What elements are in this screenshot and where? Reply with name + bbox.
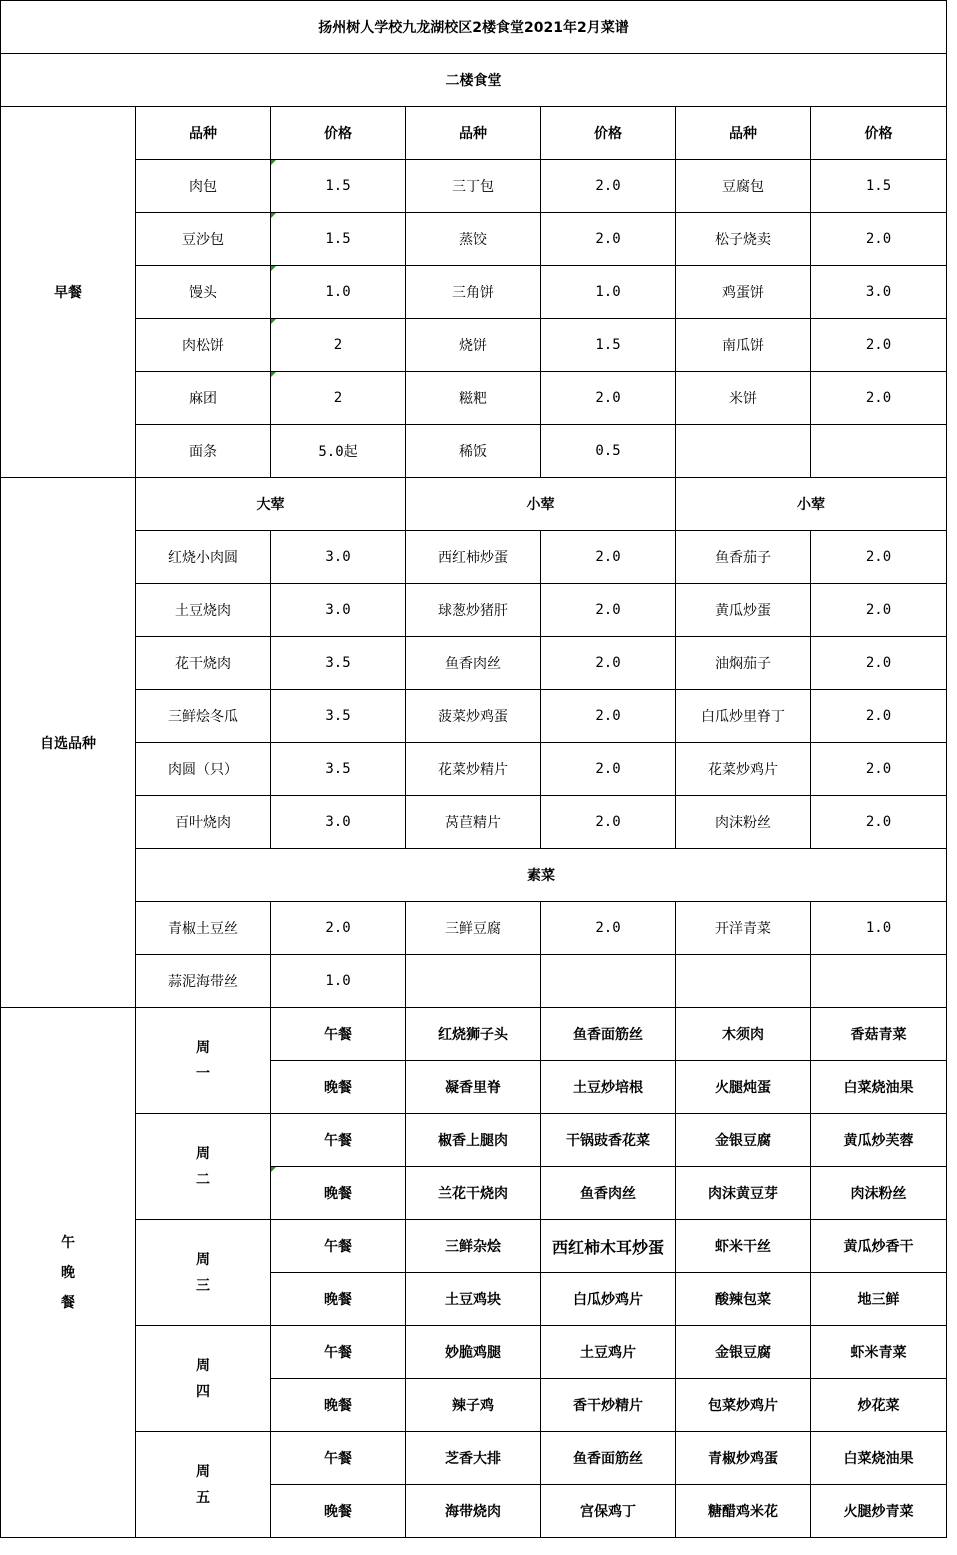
dish-name: 椒香上腿肉 <box>406 1114 541 1167</box>
dish-name: 三角饼 <box>406 266 541 319</box>
menu-title: 扬州树人学校九龙湖校区2楼食堂2021年2月菜谱 <box>1 1 947 54</box>
dish-name: 菠菜炒鸡蛋 <box>406 690 541 743</box>
dish-name: 白瓜炒鸡片 <box>541 1273 676 1326</box>
dish-name: 三鲜豆腐 <box>406 902 541 955</box>
dish-price: 2.0 <box>541 372 676 425</box>
dish-name: 宫保鸡丁 <box>541 1485 676 1538</box>
day-label-top: 周 <box>196 1357 210 1374</box>
dish-name: 木须肉 <box>676 1008 811 1061</box>
day-label-top: 周 <box>196 1463 210 1480</box>
day-label <box>136 1220 271 1326</box>
dish-name: 米饼 <box>676 372 811 425</box>
dish-price: 1.0 <box>271 955 406 1008</box>
table-row <box>1 743 947 796</box>
dish-name: 肉沫黄豆芽 <box>676 1167 811 1220</box>
meal-label: 晚餐 <box>271 1485 406 1538</box>
veg-header: 素菜 <box>136 849 947 902</box>
dish-name: 黄瓜炒香干 <box>811 1220 947 1273</box>
dish-price <box>811 955 947 1008</box>
table-row <box>1 902 947 955</box>
table-row <box>1 796 947 849</box>
dish-price: 2.0 <box>541 531 676 584</box>
header-cell: 价格 <box>811 107 947 160</box>
dish-name: 西红柿炒蛋 <box>406 531 541 584</box>
dish-name: 肉包 <box>136 160 271 213</box>
dish-name: 鱼香面筋丝 <box>541 1008 676 1061</box>
dish-price: 2.0 <box>541 690 676 743</box>
dish-name: 肉松饼 <box>136 319 271 372</box>
dish-price: 2.0 <box>271 902 406 955</box>
dish-name: 包菜炒鸡片 <box>676 1379 811 1432</box>
group-header: 小荤 <box>676 478 947 531</box>
dish-price: 1.5 <box>811 160 947 213</box>
dish-name: 鱼香肉丝 <box>541 1167 676 1220</box>
group-header: 大荤 <box>136 478 406 531</box>
dish-name: 凝香里脊 <box>406 1061 541 1114</box>
table-row <box>1 266 947 319</box>
dish-name: 黄瓜炒蛋 <box>676 584 811 637</box>
dish-name: 糖醋鸡米花 <box>676 1485 811 1538</box>
dish-name: 金银豆腐 <box>676 1326 811 1379</box>
dish-name: 松子烧卖 <box>676 213 811 266</box>
dish-name: 鱼香肉丝 <box>406 637 541 690</box>
header-cell: 品种 <box>406 107 541 160</box>
day-label-bottom: 二 <box>196 1171 210 1188</box>
dish-name: 馒头 <box>136 266 271 319</box>
dish-price: 2.0 <box>541 213 676 266</box>
dish-price: 2.0 <box>811 319 947 372</box>
dish-price: 3.5 <box>271 637 406 690</box>
dish-name: 麻团 <box>136 372 271 425</box>
dish-name: 火腿炖蛋 <box>676 1061 811 1114</box>
dish-price <box>811 425 947 478</box>
dish-price: 2.0 <box>811 796 947 849</box>
dish-price: 2.0 <box>541 160 676 213</box>
table-row <box>1 1114 947 1167</box>
dish-price: 3.5 <box>271 690 406 743</box>
meal-label: 晚餐 <box>271 1273 406 1326</box>
lunch-dinner-label-bottom: 晚 <box>61 1264 75 1281</box>
header-cell: 价格 <box>541 107 676 160</box>
dish-name: 烧饼 <box>406 319 541 372</box>
dish-price: 1.0 <box>541 266 676 319</box>
dish-name: 青椒土豆丝 <box>136 902 271 955</box>
dish-name: 青椒炒鸡蛋 <box>676 1432 811 1485</box>
table-row <box>1 531 947 584</box>
day-label <box>136 1432 271 1538</box>
dish-name: 地三鲜 <box>811 1273 947 1326</box>
table-row <box>1 637 947 690</box>
dish-name: 干锅豉香花菜 <box>541 1114 676 1167</box>
dish-name: 莴苣精片 <box>406 796 541 849</box>
table-row <box>1 425 947 478</box>
dish-price: 2.0 <box>541 637 676 690</box>
dish-name: 鸡蛋饼 <box>676 266 811 319</box>
optional-group-row <box>1 478 947 531</box>
lunch-dinner-label-top: 午 <box>61 1234 75 1251</box>
dish-name: 红烧狮子头 <box>406 1008 541 1061</box>
dish-price: 3.5 <box>271 743 406 796</box>
dish-name: 开洋青菜 <box>676 902 811 955</box>
dish-price: 2 <box>271 372 406 425</box>
meal-label: 午餐 <box>271 1008 406 1061</box>
table-row <box>1 213 947 266</box>
dish-name: 白菜烧油果 <box>811 1061 947 1114</box>
dish-name: 花干烧肉 <box>136 637 271 690</box>
dish-name: 金银豆腐 <box>676 1114 811 1167</box>
dish-name: 鱼香面筋丝 <box>541 1432 676 1485</box>
dish-name: 海带烧肉 <box>406 1485 541 1538</box>
dish-name: 虾米青菜 <box>811 1326 947 1379</box>
meal-label: 晚餐 <box>271 1167 406 1220</box>
dish-name: 三鲜烩冬瓜 <box>136 690 271 743</box>
table-row <box>1 372 947 425</box>
dish-name: 土豆烧肉 <box>136 584 271 637</box>
dish-name: 面条 <box>136 425 271 478</box>
day-label <box>136 1326 271 1432</box>
dish-name: 兰花干烧肉 <box>406 1167 541 1220</box>
day-label-bottom: 三 <box>196 1277 210 1294</box>
dish-name: 蒸饺 <box>406 213 541 266</box>
breakfast-header-row <box>1 107 947 160</box>
dish-price: 2.0 <box>541 796 676 849</box>
dish-price: 1.5 <box>541 319 676 372</box>
day-label-top: 周 <box>196 1145 210 1162</box>
dish-name: 蒜泥海带丝 <box>136 955 271 1008</box>
dish-name: 辣子鸡 <box>406 1379 541 1432</box>
dish-name: 油焖茄子 <box>676 637 811 690</box>
breakfast-label: 早餐 <box>1 107 136 478</box>
veg-header-row <box>1 849 947 902</box>
dish-name: 酸辣包菜 <box>676 1273 811 1326</box>
header-cell: 品种 <box>676 107 811 160</box>
dish-price: 2.0 <box>811 584 947 637</box>
day-label-top: 周 <box>196 1039 210 1056</box>
dish-price: 2.0 <box>811 531 947 584</box>
dish-name: 香菇青菜 <box>811 1008 947 1061</box>
dish-price: 2.0 <box>811 213 947 266</box>
dish-name: 香干炒精片 <box>541 1379 676 1432</box>
table-row <box>1 584 947 637</box>
lunch-dinner-label <box>1 1008 136 1538</box>
day-label <box>136 1008 271 1114</box>
dish-name: 鱼香茄子 <box>676 531 811 584</box>
table-row <box>1 690 947 743</box>
meal-label: 午餐 <box>271 1114 406 1167</box>
dish-price: 1.5 <box>271 160 406 213</box>
dish-name: 虾米干丝 <box>676 1220 811 1273</box>
dish-name: 肉圆（只） <box>136 743 271 796</box>
dish-name: 南瓜饼 <box>676 319 811 372</box>
dish-price: 3.0 <box>271 584 406 637</box>
dish-name: 土豆炒培根 <box>541 1061 676 1114</box>
table-row <box>1 319 947 372</box>
dish-name: 豆腐包 <box>676 160 811 213</box>
dish-price: 1.5 <box>271 213 406 266</box>
dish-price: 2.0 <box>541 743 676 796</box>
dish-name: 土豆鸡片 <box>541 1326 676 1379</box>
dish-name: 炒花菜 <box>811 1379 947 1432</box>
dish-name: 妙脆鸡腿 <box>406 1326 541 1379</box>
dish-name <box>676 425 811 478</box>
dish-name: 稀饭 <box>406 425 541 478</box>
dish-price: 3.0 <box>811 266 947 319</box>
optional-label: 自选品种 <box>1 478 136 1008</box>
table-row <box>1 955 947 1008</box>
dish-price: 2.0 <box>541 902 676 955</box>
dish-price: 5.0起 <box>271 425 406 478</box>
dish-name: 西红柿木耳炒蛋 <box>541 1220 676 1273</box>
dish-price: 2.0 <box>811 743 947 796</box>
header-cell: 价格 <box>271 107 406 160</box>
table-row <box>1 1220 947 1273</box>
dish-name: 土豆鸡块 <box>406 1273 541 1326</box>
dish-price: 2.0 <box>811 637 947 690</box>
day-label-top: 周 <box>196 1251 210 1268</box>
lunch-dinner-label-bottom2: 餐 <box>61 1294 75 1311</box>
dish-name: 花菜炒精片 <box>406 743 541 796</box>
dish-name: 球葱炒猪肝 <box>406 584 541 637</box>
dish-price: 0.5 <box>541 425 676 478</box>
dish-name: 花菜炒鸡片 <box>676 743 811 796</box>
group-header: 小荤 <box>406 478 676 531</box>
day-label-bottom: 一 <box>196 1065 210 1082</box>
dish-name: 黄瓜炒芙蓉 <box>811 1114 947 1167</box>
section-subtitle: 二楼食堂 <box>1 54 947 107</box>
dish-price: 3.0 <box>271 531 406 584</box>
dish-price: 2 <box>271 319 406 372</box>
meal-label: 午餐 <box>271 1326 406 1379</box>
dish-name <box>406 955 541 1008</box>
dish-name: 火腿炒青菜 <box>811 1485 947 1538</box>
dish-price: 2.0 <box>811 372 947 425</box>
meal-label: 晚餐 <box>271 1061 406 1114</box>
day-label-bottom: 四 <box>196 1383 210 1400</box>
dish-name: 三鲜杂烩 <box>406 1220 541 1273</box>
day-label <box>136 1114 271 1220</box>
table-row <box>1 1008 947 1061</box>
dish-name: 芝香大排 <box>406 1432 541 1485</box>
header-cell: 品种 <box>136 107 271 160</box>
table-row <box>1 160 947 213</box>
meal-label: 午餐 <box>271 1220 406 1273</box>
dish-name: 糍粑 <box>406 372 541 425</box>
dish-name: 肉沫粉丝 <box>811 1167 947 1220</box>
dish-price <box>541 955 676 1008</box>
dish-name: 红烧小肉圆 <box>136 531 271 584</box>
table-row <box>1 1432 947 1485</box>
dish-price: 1.0 <box>811 902 947 955</box>
dish-price: 2.0 <box>811 690 947 743</box>
dish-name: 白菜烧油果 <box>811 1432 947 1485</box>
dish-name: 肉沫粉丝 <box>676 796 811 849</box>
meal-label: 晚餐 <box>271 1379 406 1432</box>
table-row <box>1 1326 947 1379</box>
day-label-bottom: 五 <box>196 1489 210 1506</box>
dish-name: 豆沙包 <box>136 213 271 266</box>
meal-label: 午餐 <box>271 1432 406 1485</box>
dish-price: 3.0 <box>271 796 406 849</box>
dish-name: 百叶烧肉 <box>136 796 271 849</box>
dish-name: 白瓜炒里脊丁 <box>676 690 811 743</box>
dish-name <box>676 955 811 1008</box>
dish-price: 1.0 <box>271 266 406 319</box>
dish-name: 三丁包 <box>406 160 541 213</box>
dish-price: 2.0 <box>541 584 676 637</box>
